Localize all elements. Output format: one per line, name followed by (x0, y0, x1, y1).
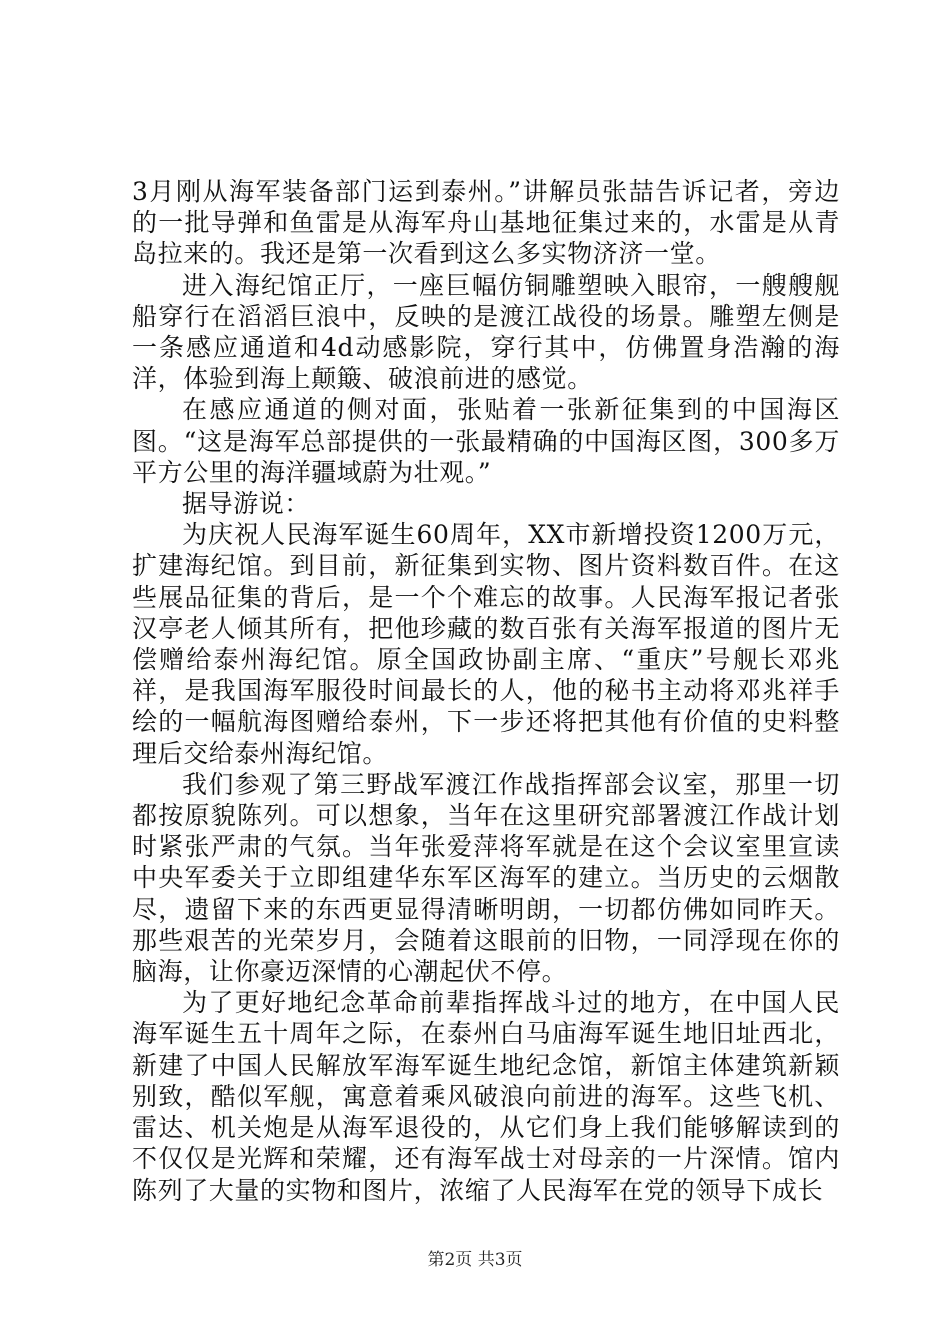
paragraph-4: 据导游说： (182, 489, 311, 519)
paragraph-2: 进入海纪馆正厅，一座巨幅仿铜雕塑映入眼帘，一艘艘舰船穿行在滔滔巨浪中，反映的是渡江战役的场景。雕塑左侧是一条感应通道和4d动感影院，穿行其中，仿佛置身浩瀚的海洋，体验到海上颠簸、破浪前进的感觉。 (132, 270, 840, 394)
paragraph-7: 为了更好地纪念革命前辈指挥战斗过的地方，在中国人民海军诞生五十周年之际，在泰州白马庙海军诞生地旧址西北，新建了中国人民解放军海军诞生地纪念馆，新馆主体建筑新颖别致，酷似军舰，寓意着乘风破浪向前进的海军。这些飞机、雷达、机关炮是从海军退役的，从它们身上我们能够解读到的不仅仅是光辉和荣耀，还有海军战士对母亲的一片深情。馆内陈列了大量的实物和图片，浓缩了人民海军在党的领导下成长 (132, 988, 840, 1205)
paragraph-6: 我们参观了第三野战军渡江作战指挥部会议室，那里一切都按原貌陈列。可以想象，当年在这里研究部署渡江作战计划时紧张严肃的气氛。当年张爱萍将军就是在这个会议室里宣读中央军委关于立即组建华东军区海军的建立。当历史的云烟散尽，遗留下来的东西更显得清晰明朗，一切都仿佛如同昨天。那些艰苦的光荣岁月，会随着这眼前的旧物，一同浮现在你的脑海，让你豪迈深情的心潮起伏不停。 (132, 769, 840, 987)
paragraph-3: 在感应通道的侧对面，张贴着一张新征集到的中国海区图。“这是海军总部提供的一张最精确的中国海区图，300多万平方公里的海洋疆域蔚为壮观。” (132, 395, 840, 487)
paragraph-1: 3月刚从海军装备部门运到泰州。”讲解员张喆告诉记者，旁边的一批导弹和鱼雷是从海军舟山基地征集过来的，水雷是从青岛拉来的。我还是第一次看到这么多实物济济一堂。 (132, 177, 840, 269)
document-body (132, 176, 840, 1206)
page-number-footer: 第2页 共3页 (427, 1250, 523, 1270)
paragraph-5: 为庆祝人民海军诞生60周年，XX市新增投资1200万元，扩建海纪馆。到目前，新征集到实物、图片资料数百件。在这些展品征集的背后，是一个个难忘的故事。人民海军报记者张汉亭老人倾其所有，把他珍藏的数百张有关海军报道的图片无偿赠给泰州海纪馆。原全国政协副主席、“重庆”号舰长邓兆祥，是我国海军服役时间最长的人，他的秘书主动将邓兆祥手绘的一幅航海图赠给泰州，下一步还将把其他有价值的史料整理后交给泰州海纪馆。 (132, 520, 840, 768)
